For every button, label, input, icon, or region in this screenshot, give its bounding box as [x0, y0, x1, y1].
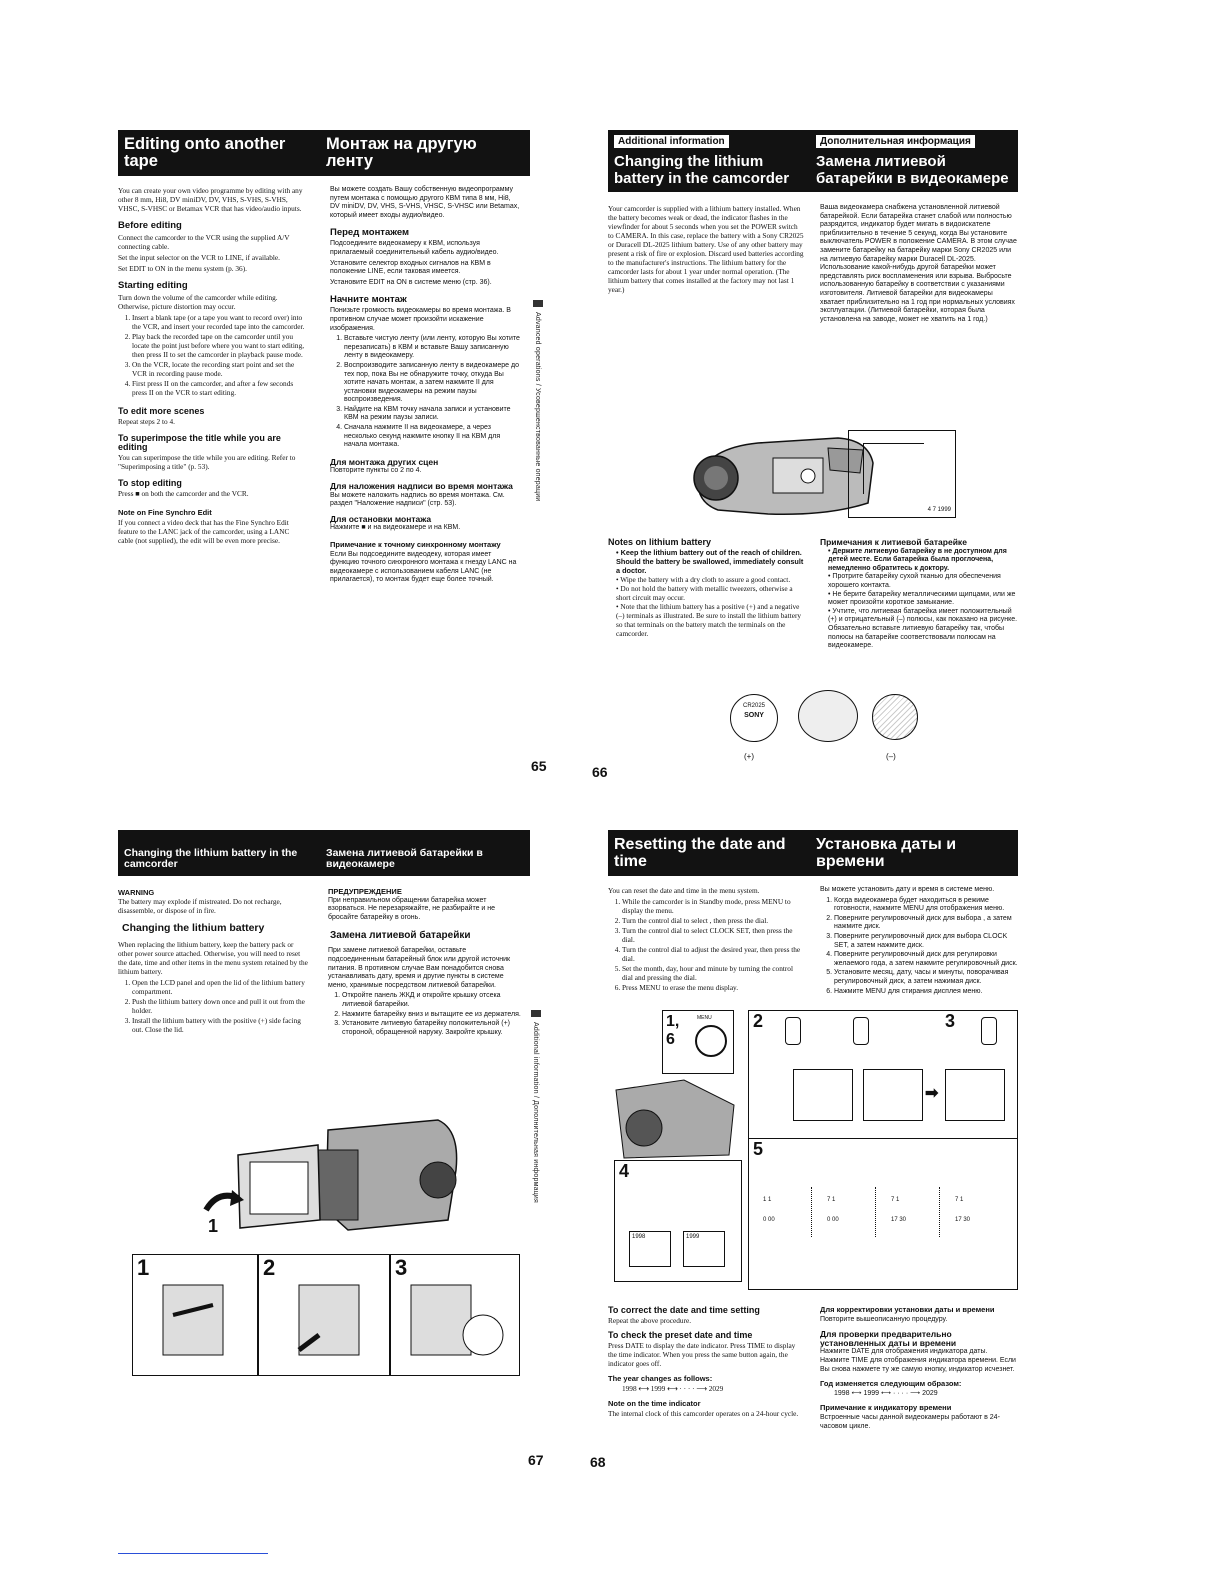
heading-stop-editing-ru: Для остановки монтажа — [330, 513, 432, 524]
panel-number-2: 2 — [753, 1011, 764, 1031]
battery-front — [730, 694, 778, 742]
step-panel-4 — [614, 1160, 742, 1282]
page-66-ru-notes — [820, 532, 1018, 651]
step-2: 2. Play back the recorded tape on the camcorder until you locate the point just before where you want to start editing, then press II to set the camcorder in playback pause mode. — [132, 332, 306, 359]
heading-more-scenes: To edit more scenes — [118, 406, 205, 416]
viewfinder-display — [848, 430, 956, 518]
page-66 — [592, 130, 1018, 780]
panel-number-5: 5 — [753, 1139, 764, 1159]
set-value-c: 7 1 — [891, 1197, 900, 1203]
page-65-title-en: Editing onto another tape — [124, 135, 286, 170]
section-tab-marker — [531, 1010, 541, 1017]
heading-before-editing: Before editing — [118, 220, 182, 231]
page-66-tag-en: Additional information — [614, 135, 729, 148]
ru-intro-text: Ваша видеокамера снабжена установленной литиевой батарейкой. Если батарейка станет слабой или полностью разрядится, индикатор будет мигать в видоискателе приблизительно в течение 5 секунд, когда Вы установите выключатель POWER в положение CAMERA. В этом случае замените батарейку на батарейку марки Sony CR2025 или на литиевую батарейку марки Duracell DL-2025. Использование какой-нибудь другой батарейки может представлять риск воспламенения или взрыва. Выбросьте использованную батарейку в соответствии с указаниями изготовителя. Литиевой батарейки для видеокамеры хватает приблизительно на 1 год при нормальных условиях эксплуатации. (Литиевой батарейки, которая была установлена на заводе, может не хватить на 1 год.) — [820, 204, 1017, 323]
camcorder-lcd-open-figure — [198, 1100, 468, 1250]
note-3-ru: • Не берите батарейку металлическими щипцами, или же может произойти короткое замыкание. — [828, 591, 1018, 608]
warning-text: The battery may explode if mistreated. Do not recharge, disassemble, or dispose of in fire. — [118, 897, 282, 915]
page-65-ru-column — [330, 186, 522, 587]
step-5: 5. Set the month, day, hour and minute by turning the control dial and pressing the dial. — [622, 964, 804, 982]
figure-camcorder-menu — [614, 1010, 750, 1160]
step-6-ru: 6. Нажмите MENU для стирания дисплея меню. — [834, 988, 1018, 997]
heading-notes-lithium: Notes on lithium battery — [608, 537, 712, 547]
step-2: 2. Push the lithium battery down once and pull it out from the holder. — [132, 997, 308, 1015]
step-3-ru: 3. Установите литиевую батарейку положительной (+) стороной, обращенной наружу. Закройте крышку. — [342, 1020, 522, 1037]
page-67-ru-column — [328, 888, 522, 1038]
heading-changing-battery: Changing the lithium battery — [122, 922, 265, 934]
dial-icon-a — [785, 1017, 801, 1045]
intro-text-ru: Вы можете создать Вашу собственную видеопрограмму путем монтажа с помощью другого КВМ типа 8 мм, Hi8, DV miniDV, DV, VHS, S-VHS, VHSC, S-VHSC или Betamax, который имеет входы аудио/видео. — [330, 186, 520, 219]
before-line-3-ru: Установите EDIT на ON в системе меню (стр. 36). — [330, 278, 492, 286]
dial-icon-c — [981, 1017, 997, 1045]
heading-before-editing-ru: Перед монтажем — [330, 227, 410, 239]
page-65-banner — [118, 130, 530, 176]
step-5-ru: 5. Установите месяц, дату, часы и минуты, поворачивая регулировочный диск, а затем нажимая диск. — [834, 969, 1018, 986]
year-sequence: 1998 ⟷ 1999 ⟷ · · · · ⟶ 2029 — [622, 1384, 724, 1393]
dial-icon-b — [853, 1017, 869, 1045]
page-68 — [590, 830, 1018, 1470]
side-tab-advanced-operations: Advanced operations / Усовершенствованные операции — [534, 312, 541, 502]
before-line-1: Connect the camcorder to the VCR using the supplied A/V connecting cable. — [118, 233, 290, 251]
page-65-title-ru: Монтаж на другую ленту — [326, 135, 477, 170]
step-panel-5 — [748, 1138, 1018, 1290]
step-3: 3. On the VCR, locate the recording start point and set the VCR in recording pause mode. — [132, 360, 306, 378]
panel-number-4: 4 — [619, 1161, 630, 1181]
step-1: 1. Open the LCD panel and open the lid of the lithium battery compartment. — [132, 978, 308, 996]
warning-text-ru: При неправильном обращении батарейка может взорваться. Не перезаряжайте, не разбирайте и не бросайте батарейку в огонь. — [328, 896, 496, 921]
more-scenes-text-ru: Повторите пункты со 2 по 4. — [330, 467, 422, 475]
step-4-ru: 4. Поверните регулировочный диск для регулировки желаемого года, а затем нажмите регулировочный диск. — [834, 951, 1018, 968]
panel-number-1: 1 — [137, 1255, 150, 1280]
stop-editing-text: Press ■ on both the camcorder and the VCR. — [118, 489, 249, 498]
year-value-b: 1999 — [686, 1234, 700, 1240]
year-value-a: 1998 — [632, 1234, 646, 1240]
reset-steps — [608, 897, 804, 992]
battery-model: CR2025 — [742, 703, 765, 709]
changing-steps — [118, 978, 308, 1034]
note-1-ru: • Держите литиевую батарейку в не доступном для детей месте. Если батарейка была проглочена, немедленно обратитесь к доктору. — [828, 548, 1018, 574]
notes-list-ru — [820, 548, 1018, 651]
heading-changing-battery-ru: Замена литиевой батарейки — [330, 930, 471, 942]
heading-check-ru: Для проверки предварительно установленных даты и времени — [820, 1329, 957, 1348]
heading-stop-editing: To stop editing — [118, 478, 182, 488]
page-66-title-en: Changing the lithium battery in the camcorder — [614, 153, 790, 187]
step-1-ru: 1. Вставьте чистую ленту (или ленту, которую Вы хотите перезаписать) в КВМ и вставьте Вашу записанную ленту в видеокамеру. — [344, 335, 522, 361]
page-68-en-column — [608, 886, 804, 993]
heading-year-changes-ru: Год изменяется следующим образом: — [820, 1379, 962, 1389]
page-67-banner — [118, 830, 530, 876]
heading-notes-lithium-ru: Примечания к литиевой батарейке — [820, 537, 967, 547]
reset-intro-ru: Вы можете установить дату и время в системе меню. — [820, 886, 995, 893]
heading-starting-editing-ru: Начните монтаж — [330, 294, 407, 306]
page-67-title-ru: Замена литиевой батарейки в видеокамере — [326, 847, 483, 870]
heading-correct: To correct the date and time setting — [608, 1305, 760, 1315]
notes-list — [608, 548, 806, 638]
page-66-tag-ru: Дополнительная информация — [816, 135, 975, 148]
before-line-2-ru: Установите селектор входных сигналов на КВМ в положение LINE, если таковая имеется. — [330, 259, 491, 276]
set-time-d: 17 30 — [955, 1217, 971, 1223]
page-number-66: 66 — [592, 764, 608, 780]
step-2: 2. Turn the control dial to select , then press the dial. — [622, 916, 804, 925]
step-1: 1. While the camcorder is in Standby mode, press MENU to display the menu. — [622, 897, 804, 915]
step-panel-3 — [390, 1254, 520, 1376]
reset-steps-ru — [820, 897, 1018, 997]
step-panel-2 — [748, 1010, 1018, 1140]
page-68-en-bottom — [608, 1300, 804, 1420]
panel-number-2: 2 — [263, 1255, 276, 1280]
step-2-ru: 2. Нажмите батарейку вниз и вытащите ее из держателя. — [342, 1011, 522, 1020]
step-label-1-6: 1, 6 — [666, 1013, 680, 1048]
page-66-en-intro — [608, 204, 804, 296]
page-66-banner — [608, 130, 1018, 192]
step-4: 4. First press II on the camcorder, and after a few seconds press II on the VCR to start editing. — [132, 379, 306, 397]
note-3: • Do not hold the battery with metallic tweezers, otherwise a short circuit may occur. — [616, 584, 806, 602]
intro-text: You can create your own video programme by editing with any other 8 mm, Hi8, DV miniDV, DV, VHS, S-VHS, S-VHS, VHSC, S-VHSC or Betamax VCR that has video/audio inputs. — [118, 186, 303, 213]
heading-superimpose-ru: Для наложения надписи во время монтажа — [330, 481, 513, 492]
menu-screen-c — [945, 1069, 1005, 1121]
note-4-ru: • Учтите, что литиевая батарейка имеет положительный (+) и отрицательный (–) полюсы, как показано на рисунке. Обязательно вставьте литиевую батарейку так, чтобы полюсы на батарейке соответствовали полюсам на видеокамере. — [828, 608, 1018, 651]
fine-synchro-text: If you connect a video deck that has the Fine Synchro Edit feature to the LANC jack of the camcorder, using a LANC cable (not supplied), the edit will be even more precise. — [118, 518, 290, 545]
panel-1-drawing — [133, 1255, 253, 1371]
page-68-ru-bottom — [820, 1300, 1018, 1433]
check-text-ru: Нажмите DATE для отображения индикатора даты. Нажмите TIME для отображения индикатора времени. Если Вы снова нажмете ту же самую кнопку, индикатор исчезнет. — [820, 1348, 1016, 1373]
before-line-2: Set the input selector on the VCR to LINE, if available. — [118, 253, 280, 262]
note-1: • Keep the lithium battery out of the reach of children. Should the battery be swallowed, immediately consult a doctor. — [616, 548, 806, 575]
before-line-1-ru: Подсоедините видеокамеру к КВМ, используя прилагаемый соединительный кабель аудио/видео. — [330, 240, 499, 256]
note-2: • Wipe the battery with a dry cloth to assure a good contact. — [616, 575, 806, 584]
changing-intro: When replacing the lithium battery, keep the battery pack or other power source attached. Otherwise, you will need to reset the date, time and other items in the menu system retained by the lithium battery. — [118, 940, 308, 976]
step-3: 3. Install the lithium battery with the positive (+) side facing out. Close the lid. — [132, 1016, 308, 1034]
start-intro: Turn down the volume of the camcorder while editing. Otherwise, picture distortion may occur. — [118, 293, 278, 311]
page-68-title-ru: Установка даты и времени — [816, 836, 957, 870]
year-screen-b — [683, 1231, 725, 1267]
superimpose-text-ru: Вы можете наложить надпись во время монтажа. См. раздел "Наложение надписи" (стр. 53). — [330, 491, 505, 508]
set-screen-a — [759, 1187, 812, 1237]
changing-steps-ru — [328, 992, 522, 1037]
footer-rule — [118, 1553, 268, 1554]
step-4-ru: 4. Сначала нажмите II на видеокамере, а через несколько секунд нажмите кнопку II на КВМ для начала монтажа. — [344, 424, 522, 450]
heading-time-note: Note on the time indicator — [608, 1399, 701, 1408]
heading-correct-ru: Для корректировки установки даты и времени — [820, 1305, 995, 1314]
page-66-title-ru: Замена литиевой батарейки в видеокамере — [816, 153, 1009, 187]
step-6: 6. Press MENU to erase the menu display. — [622, 983, 804, 992]
superimpose-text: You can superimpose the title while you are editing. Refer to "Superimposing a title" (p. 53). — [118, 453, 296, 471]
page-66-ru-intro — [820, 204, 1018, 326]
page-number-68: 68 — [590, 1454, 606, 1470]
start-steps-ru — [330, 335, 522, 450]
heading-more-scenes-ru: Для монтажа других сцен — [330, 456, 439, 467]
reset-intro: You can reset the date and time in the menu system. — [608, 886, 760, 895]
step-2-ru: 2. Поверните регулировочный диск для выбора , а затем нажмите диск. — [834, 915, 1018, 932]
page-68-title-en: Resetting the date and time — [614, 836, 786, 870]
step-3-ru: 3. Поверните регулировочный диск для выбора CLOCK SET, а затем нажмите диск. — [834, 933, 1018, 950]
plus-label: (+) — [744, 752, 754, 761]
start-steps — [118, 313, 306, 397]
page-65 — [118, 130, 547, 780]
arrow-right-icon: ➡ — [925, 1085, 939, 1102]
section-tab-marker — [533, 300, 543, 307]
heading-check: To check the preset date and time — [608, 1330, 753, 1340]
battery-brand: SONY — [744, 712, 764, 719]
set-screen-b — [823, 1187, 876, 1237]
set-value-a: 1 1 — [763, 1197, 772, 1203]
step-3: 3. Turn the control dial to select CLOCK SET, then press the dial. — [622, 926, 804, 944]
year-sequence-ru: 1998 ⟷ 1999 ⟷ · · · · ⟶ 2029 — [834, 1389, 938, 1397]
en-intro-text: Your camcorder is supplied with a lithium battery installed. When the battery becomes weak or dead, the indicator flashes in the viewfinder for about 5 seconds when you set the POWER switch to CAMERA. In this case, replace the battery with a Sony CR2025 or Duracell DL-2025 lithium battery. Use of any other battery may present a risk of fire or explosion. Discard used batteries according to the manufacturer's instructions. The lithium battery for the camcorder lasts for about 1 year under normal operation. (The lithium battery that comes installed at the factory may not last 1 year.) — [608, 204, 804, 294]
panel-3-drawing — [391, 1255, 515, 1371]
battery-illustration — [730, 690, 950, 770]
viewfinder-date: 4 7 1999 — [927, 507, 951, 513]
warning-title: WARNING — [118, 888, 155, 897]
warning-title-ru: ПРЕДУПРЕЖДЕНИЕ — [328, 887, 402, 896]
page-65-en-column — [118, 186, 306, 547]
page-67-title-en: Changing the lithium battery in the camcorder — [124, 847, 298, 870]
set-screen-c — [887, 1187, 940, 1237]
menu-button-icon — [695, 1025, 727, 1057]
battery-socket — [798, 690, 858, 742]
menu-screen-b — [863, 1069, 923, 1121]
heading-time-note-ru: Примечание к индикатору времени — [820, 1403, 952, 1413]
step-4: 4. Turn the control dial to adjust the desired year, then press the dial. — [622, 945, 804, 963]
step-1-ru: 1. Откройте панель ЖКД и откройте крышку отсека литиевой батарейки. — [342, 992, 522, 1009]
time-note-text-ru: Встроенные часы данной видеокамеры работают в 24-часовом цикле. — [820, 1413, 1000, 1430]
step-panel-2 — [258, 1254, 390, 1376]
page-68-banner — [608, 830, 1018, 876]
set-time-a: 0 00 — [763, 1217, 775, 1223]
side-tab-additional-info: Additional information / Дополнительная информация — [532, 1022, 539, 1204]
heading-fine-synchro-ru: Примечание к точному синхронному монтажу — [330, 540, 501, 549]
time-note-text: The internal clock of this camcorder operates on a 24-hour cycle. — [608, 1409, 799, 1418]
note-4: • Note that the lithium battery has a positive (+) and a negative (–) terminals as illustrated. Be sure to install the lithium battery so that terminals on the battery match the terminals on the camcorder. — [616, 602, 806, 638]
page-67-en-column — [118, 888, 308, 1035]
menu-button-callout — [662, 1010, 734, 1074]
page-68-ru-column — [820, 886, 1018, 997]
set-time-b: 0 00 — [827, 1217, 839, 1223]
set-value-b: 7 1 — [827, 1197, 836, 1203]
start-intro-ru: Понизьте громкость видеокамеры во время монтажа. В противном случае может произойти искажение изображения. — [330, 307, 511, 332]
correct-text-ru: Повторите вышеописанную процедуру. — [820, 1315, 948, 1323]
set-time-c: 17 30 — [891, 1217, 907, 1223]
before-line-3: Set EDIT to ON in the menu system (p. 36). — [118, 264, 247, 273]
step-3-ru: 3. Найдите на КВМ точку начала записи и установите КВМ на режим паузы записи. — [344, 406, 522, 423]
page-number-67: 67 — [528, 1452, 544, 1468]
set-value-d: 7 1 — [955, 1197, 964, 1203]
note-2-ru: • Протрите батарейку сухой тканью для обеспечения хорошего контакта. — [828, 573, 1018, 590]
fine-synchro-text-ru: Если Вы подсоедините видеодеку, которая имеет функцию точного синхронного монтажа к гнезду LANC на видеокамере с использованием кабеля LANC (не прилагается), то монтаж будет еще более точный. — [330, 550, 517, 584]
menu-screen-a — [793, 1069, 853, 1121]
battery-back — [872, 694, 918, 740]
changing-intro-ru: При замене литиевой батарейки, оставьте подсоединенным батарейный блок или другой источник питания. В противном случае Вам понадобится снова устанавливать дату, время и другие пункты в системе меню, хранимые посредством литиевой батарейки. — [328, 947, 511, 989]
panel-number-3: 3 — [395, 1255, 408, 1280]
step-2-ru: 2. Воспроизводите записанную ленту в видеокамере до тех пор, пока Вы не обнаружите точку, откуда Вы хотите начать монтаж, а затем нажмите II для установки видеокамеры на режим паузы воспроизведения. — [344, 362, 522, 405]
figure-step-1-label: 1 — [208, 1216, 219, 1236]
page-66-en-notes — [608, 532, 806, 638]
page-67 — [118, 830, 544, 1470]
step-1-ru: 1. Когда видеокамера будет находиться в режиме готовности, нажмите MENU для отображения меню. — [834, 897, 1018, 914]
heading-superimpose: To superimpose the title while you are editing — [118, 433, 281, 452]
panel-number-3: 3 — [945, 1011, 956, 1031]
step-1: 1. Insert a blank tape (or a tape you want to record over) into the VCR, and insert your recorded tape into the camcorder. — [132, 313, 306, 331]
heading-year-changes: The year changes as follows: — [608, 1374, 713, 1383]
panel-2-drawing — [259, 1255, 385, 1371]
menu-button-label: MENU — [697, 1015, 712, 1021]
correct-text: Repeat the above procedure. — [608, 1316, 692, 1325]
page-number-65: 65 — [531, 758, 547, 774]
heading-fine-synchro: Note on Fine Synchro Edit — [118, 508, 212, 517]
minus-label: (–) — [886, 752, 896, 761]
stop-editing-text-ru: Нажмите ■ и на видеокамере и на КВМ. — [330, 524, 461, 532]
set-screen-d — [951, 1187, 1003, 1237]
year-screen-a — [629, 1231, 671, 1267]
more-scenes-text: Repeat steps 2 to 4. — [118, 417, 175, 426]
step-panel-1 — [132, 1254, 258, 1376]
check-text: Press DATE to display the date indicator. Press TIME to display the time indicator. When you press the same button again, the indicator goes off. — [608, 1341, 796, 1368]
heading-starting-editing: Starting editing — [118, 280, 188, 291]
